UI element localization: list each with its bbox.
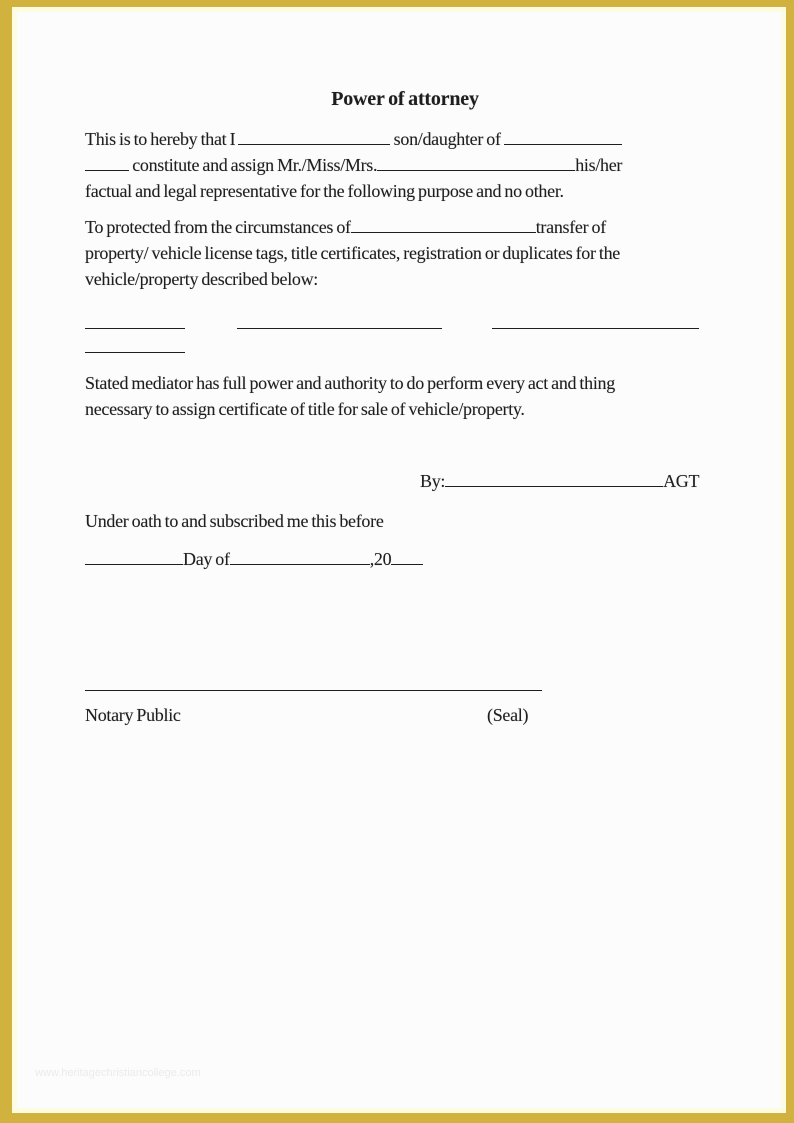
text-run: This is to hereby that I	[85, 129, 239, 149]
mediator-paragraph	[85, 370, 725, 422]
text-line	[85, 126, 725, 152]
text-line	[85, 152, 725, 178]
text-run: To protected from the circumstances of	[85, 217, 351, 237]
fill-in-blank	[85, 551, 183, 565]
oath-statement: Under oath to and subscribed me this before	[85, 511, 384, 531]
fill-in-blank	[85, 315, 185, 329]
fill-in-blank	[391, 551, 423, 565]
text-run: ,20	[369, 549, 392, 569]
text-line	[85, 214, 725, 240]
fill-in-blank	[445, 473, 663, 487]
fill-in-blank	[85, 157, 129, 171]
fill-in-blank	[377, 157, 575, 171]
text-line: necessary to assign certificate of title for sale of vehicle/property.	[85, 399, 525, 419]
document-title: Power of attorney	[331, 88, 479, 110]
fill-in-blank	[238, 131, 390, 145]
text-run: his/her	[575, 155, 623, 175]
fill-in-blank	[230, 551, 370, 565]
notary-signature-line	[85, 672, 725, 698]
fill-in-blank	[85, 339, 185, 353]
text-line: property/ vehicle license tags, title certificates, registration or duplicates for the	[85, 243, 620, 263]
text-run: Day of	[183, 549, 230, 569]
notary-row	[85, 702, 725, 728]
text-run: transfer of	[535, 217, 606, 237]
text-run: AGT	[663, 471, 700, 491]
vehicle-description-blanks-row-2	[85, 334, 725, 360]
watermark: www.heritagechristiancollege.com	[35, 1067, 201, 1079]
fill-in-blank	[492, 315, 699, 329]
vehicle-description-blanks-row-1	[85, 310, 725, 336]
text-line: factual and legal representative for the following purpose and no other.	[85, 181, 564, 201]
fill-in-blank	[237, 315, 442, 329]
spacer	[185, 315, 237, 329]
purpose-paragraph	[85, 214, 725, 292]
text-run: constitute and assign Mr./Miss/Mrs.	[129, 155, 378, 175]
text-line: vehicle/property described below:	[85, 269, 319, 289]
text-run: son/daughter of	[390, 129, 504, 149]
text-run: By:	[420, 471, 446, 491]
fill-in-blank	[351, 219, 536, 233]
text-line: Stated mediator has full power and authority to do perform every act and thing	[85, 373, 615, 393]
intro-paragraph	[85, 126, 725, 204]
fill-in-blank	[85, 677, 542, 691]
spacer	[442, 315, 492, 329]
agent-signature-line	[420, 468, 725, 494]
document-content	[85, 0, 725, 1123]
fill-in-blank	[504, 131, 622, 145]
seal-label: (Seal)	[487, 705, 529, 725]
date-line	[85, 546, 725, 572]
notary-label: Notary Public	[85, 705, 181, 725]
